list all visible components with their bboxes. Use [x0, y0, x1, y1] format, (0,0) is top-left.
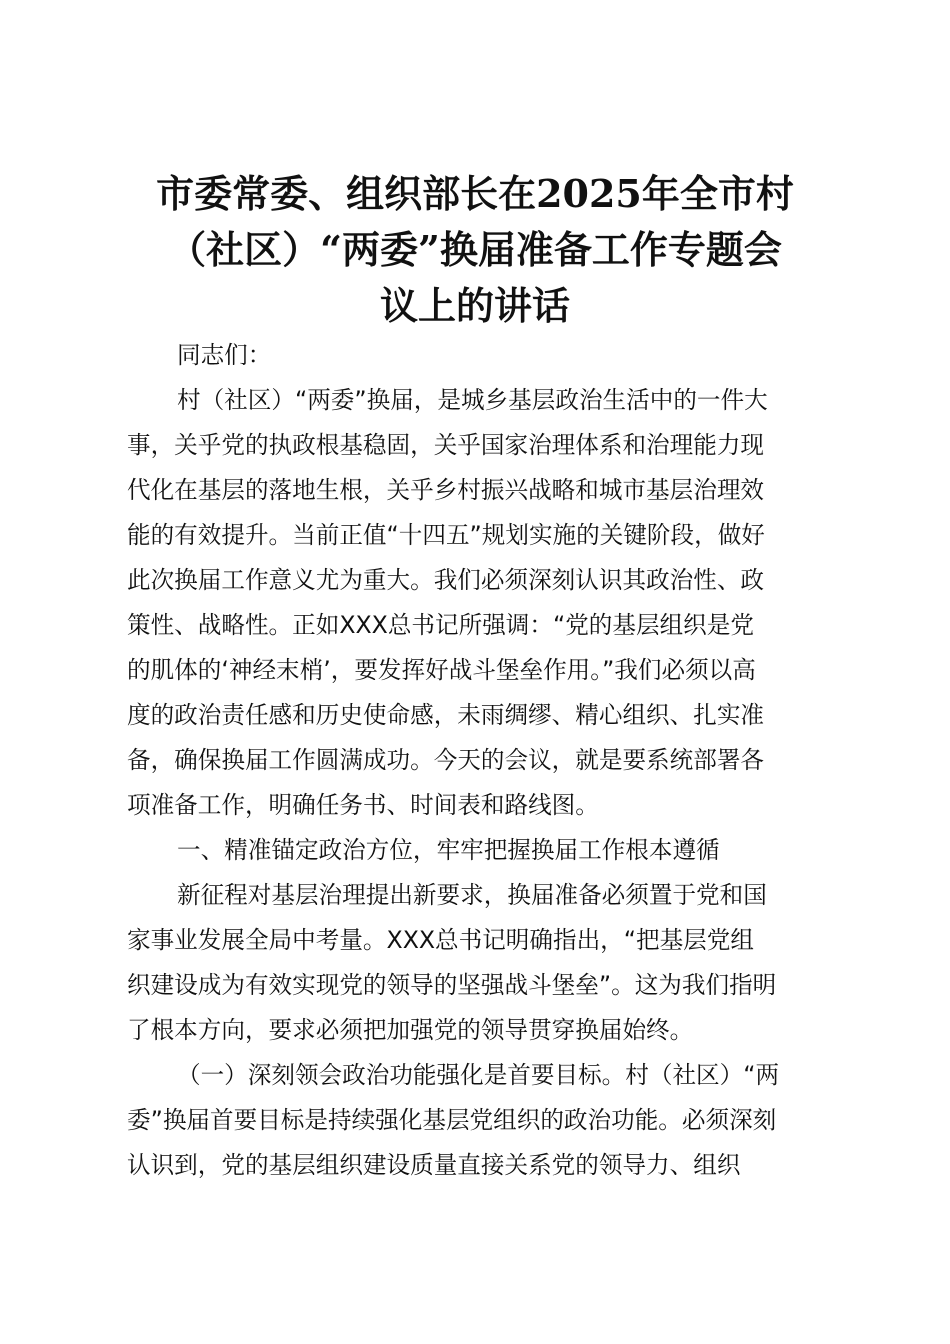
paragraph-intro	[127, 378, 827, 828]
salutation	[127, 333, 827, 378]
title-line: 市委常委、组织部长在2025年全市村	[156, 171, 794, 216]
paragraph-line: 委”换届首要目标是持续强化基层党组织的政治功能。必须深刻	[127, 1106, 777, 1134]
paragraph-line: 的肌体的‘神经末梢’，要发挥好战斗堡垒作用。”我们必须以高	[127, 656, 756, 684]
paragraph-line: 村（社区）“两委”换届，是城乡基层政治生活中的一件大	[177, 386, 768, 414]
paragraph-line: 度的政治责任感和历史使命感，未雨绸缪、精心组织、扎实准	[127, 701, 765, 729]
paragraph-line: 代化在基层的落地生根，关乎乡村振兴战略和城市基层治理效	[127, 476, 765, 504]
paragraph-line: 事，关乎党的执政根基稳固，关乎国家治理体系和治理能力现	[127, 431, 765, 459]
paragraph-line: 家事业发展全局中考量。XXX总书记明确指出，“把基层党组	[127, 926, 754, 954]
paragraph-line: 了根本方向，要求必须把加强党的领导贯穿换届始终。	[127, 1016, 694, 1044]
document-body	[127, 333, 827, 1188]
paragraph-line: 项准备工作，明确任务书、时间表和路线图。	[127, 791, 599, 819]
paragraph-line: 新征程对基层治理提出新要求，换届准备必须置于党和国	[177, 881, 767, 909]
section-heading-text: 一、精准锚定政治方位，牢牢把握换届工作根本遵循	[177, 836, 720, 864]
title-line: （社区）“两委”换届准备工作专题会	[168, 227, 782, 272]
salutation-text: 同志们：	[177, 341, 272, 369]
paragraph-line: 备，确保换届工作圆满成功。今天的会议，就是要系统部署各	[127, 746, 765, 774]
title-line: 议上的讲话	[379, 283, 570, 328]
document-title	[110, 166, 840, 334]
section-heading	[127, 828, 827, 873]
paragraph-line: 能的有效提升。当前正值“十四五”规划实施的关键阶段，做好	[127, 521, 765, 549]
paragraph-line: （一）深刻领会政治功能强化是首要目标。村（社区）“两	[177, 1061, 780, 1089]
paragraph-line: 认识到，党的基层组织建设质量直接关系党的领导力、组织	[127, 1151, 741, 1179]
paragraph-section-one	[127, 873, 827, 1053]
paragraph-line: 织建设成为有效实现党的领导的坚强战斗堡垒”。这为我们指明	[127, 971, 777, 999]
paragraph-line: 策性、战略性。正如XXX总书记所强调：“党的基层组织是党	[127, 611, 754, 639]
paragraph-subsection-one	[127, 1053, 827, 1188]
paragraph-line: 此次换届工作意义尤为重大。我们必须深刻认识其政治性、政	[127, 566, 765, 594]
